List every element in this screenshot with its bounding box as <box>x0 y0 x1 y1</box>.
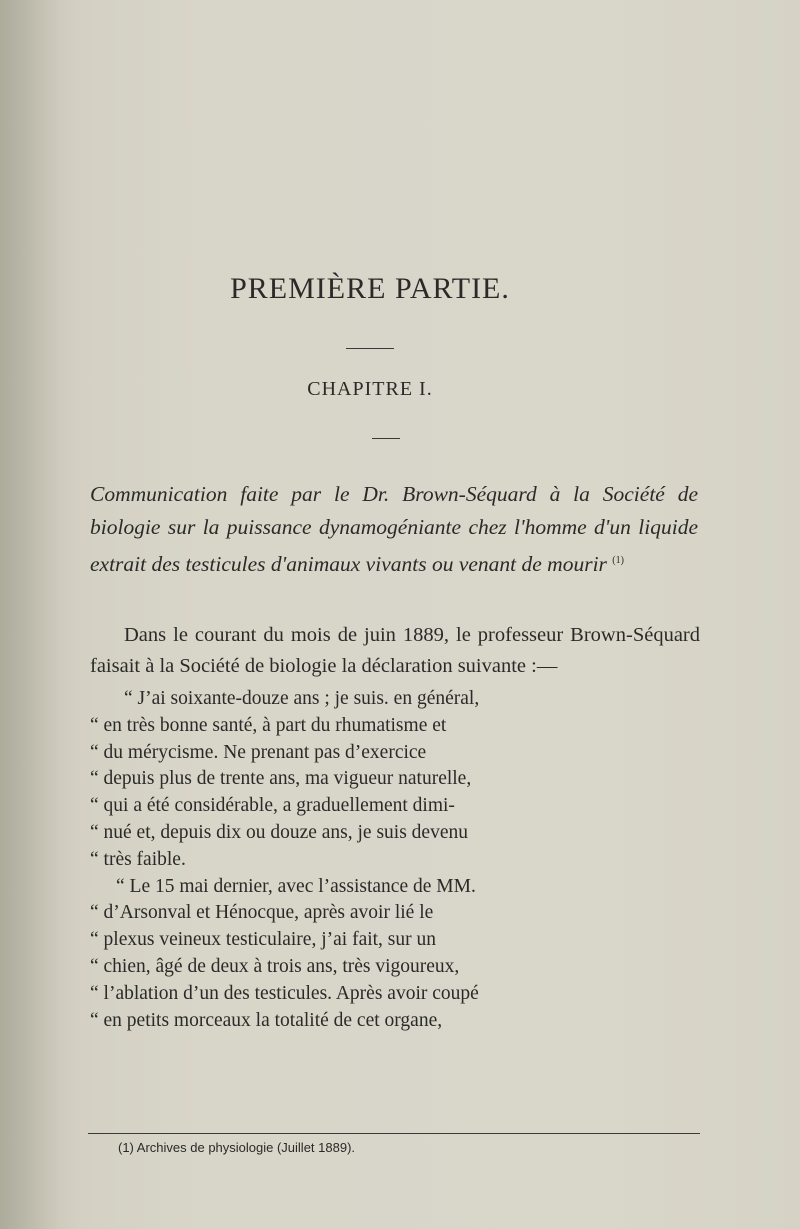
intro-paragraph: Dans le courant du mois de juin 1889, le professeur Brown-Séquard faisait à la Société de biologie la déclaration suivante :— <box>90 624 700 677</box>
divider-rule <box>346 348 394 349</box>
part-title: PREMIÈRE PARTIE. <box>230 272 510 305</box>
quote-line: “ du mérycisme. Ne prenant pas d’exercice <box>90 741 427 763</box>
quote-line: “ depuis plus de trente ans, ma vigueur naturelle, <box>90 768 472 790</box>
quotation-block <box>90 686 700 1034</box>
footnote-marker: (1) <box>612 555 624 566</box>
chapter-heading-text: Communication faite par le Dr. Brown-Séquard à la Société de biologie sur la puissance dynamogéniante chez l'homme d'un liquide extrait des testicules d'animaux vivants ou venant de mourir <box>90 482 698 577</box>
page-spine-shadow <box>0 0 60 1229</box>
footnote-rule <box>88 1133 700 1134</box>
quote-line: “ nué et, depuis dix ou douze ans, je suis devenu <box>90 821 468 843</box>
quote-line: “ l’ablation d’un des testicules. Après avoir coupé <box>90 982 479 1004</box>
quote-line: “ en petits morceaux la totalité de cet organe, <box>90 1009 443 1031</box>
quote-line: “ en très bonne santé, à part du rhumatisme et <box>90 714 447 736</box>
quote-line: “ d’Arsonval et Hénocque, après avoir lié le <box>90 902 434 924</box>
body-text <box>90 620 700 1034</box>
chapter-title: CHAPITRE I. <box>307 378 433 400</box>
quote-line: “ J’ai soixante-douze ans ; je suis. en général, <box>124 688 480 709</box>
quote-line: “ très faible. <box>90 848 186 870</box>
quote-line: “ Le 15 mai dernier, avec l’assistance de MM. <box>116 875 476 897</box>
chapter-heading <box>90 478 698 581</box>
divider-rule <box>372 438 400 439</box>
quote-line: “ qui a été considérable, a graduellement dimi- <box>90 795 455 817</box>
footnote: (1) Archives de physiologie (Juillet 1889). <box>118 1140 356 1155</box>
quote-line: “ plexus veineux testiculaire, j’ai fait, sur un <box>90 929 437 951</box>
quote-line: “ chien, âgé de deux à trois ans, très vigoureux, <box>90 955 460 977</box>
